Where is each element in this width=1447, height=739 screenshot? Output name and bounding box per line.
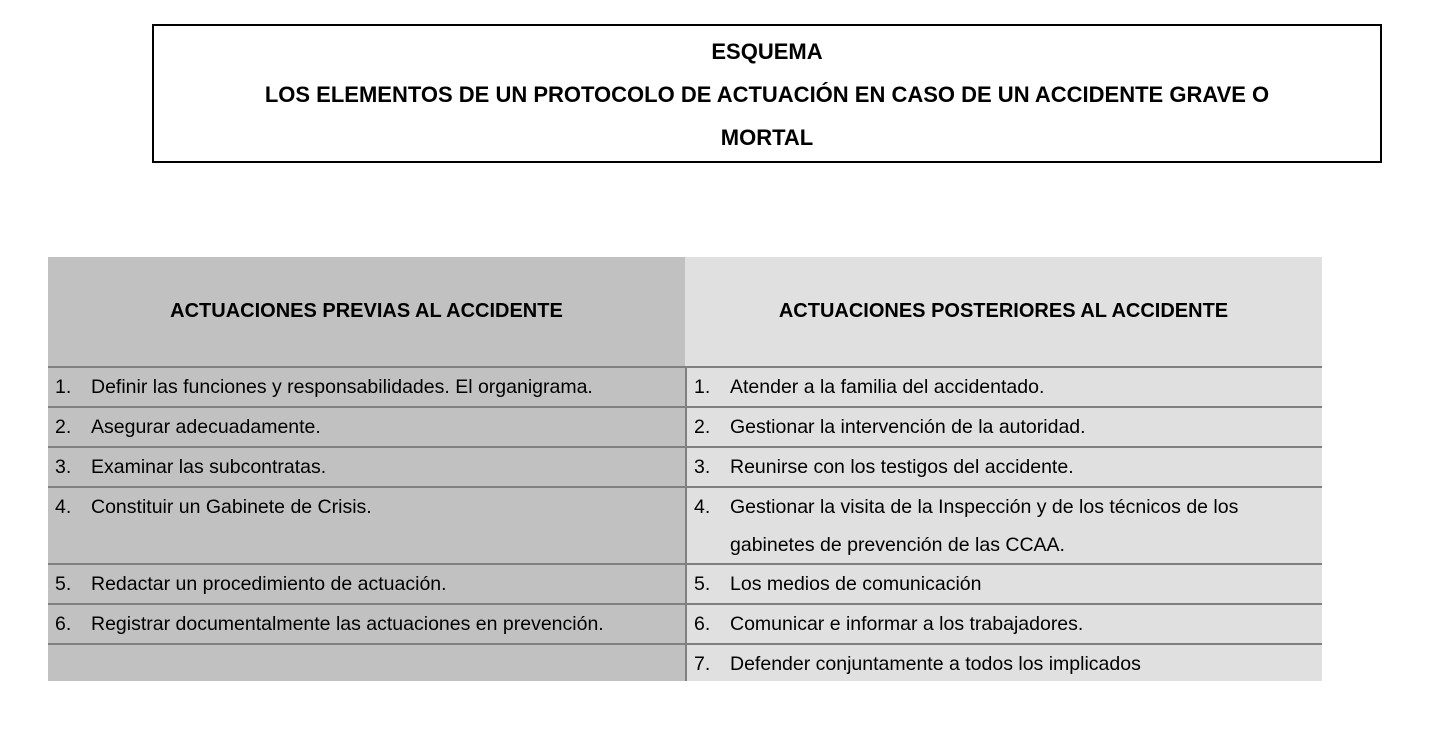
item-number: 3. (55, 456, 72, 478)
item-text: Gestionar la intervención de la autoridad. (730, 416, 1086, 438)
post-item-3 (685, 446, 1322, 486)
item-number: 2. (694, 416, 711, 438)
item-number: 3. (694, 456, 711, 478)
prev-item-1 (48, 366, 685, 406)
item-text: Examinar las subcontratas. (91, 456, 327, 478)
post-item-5 (685, 563, 1322, 603)
item-text: Asegurar adecuadamente. (91, 416, 321, 438)
prev-item-4 (48, 486, 685, 563)
item-text: Comunicar e informar a los trabajadores. (730, 613, 1084, 635)
prev-item-2 (48, 406, 685, 446)
protocol-table (48, 257, 1322, 681)
item-number: 7. (694, 653, 711, 675)
item-text: Defender conjuntamente a todos los implicados (730, 653, 1141, 675)
item-number: 2. (55, 416, 72, 438)
item-text: Registrar documentalmente las actuaciones en prevención. (91, 613, 604, 635)
item-number: 1. (694, 376, 711, 398)
item-text: Gestionar la visita de la Inspección y de los técnicos de los gabinetes de prevención de las CCAA. (730, 496, 1239, 556)
title-box (152, 24, 1382, 163)
item-text: Los medios de comunicación (730, 573, 982, 595)
item-text: Atender a la familia del accidentado. (730, 376, 1045, 398)
item-number: 4. (694, 496, 711, 518)
column-header-posteriores: ACTUACIONES POSTERIORES AL ACCIDENTE (685, 257, 1322, 366)
post-item-1 (685, 366, 1322, 406)
item-number: 1. (55, 376, 72, 398)
item-number: 5. (694, 573, 711, 595)
item-number: 5. (55, 573, 72, 595)
item-number: 6. (55, 613, 72, 635)
item-text: Constituir un Gabinete de Crisis. (91, 496, 372, 518)
post-item-7 (685, 643, 1322, 681)
prev-item-6 (48, 603, 685, 643)
post-item-6 (685, 603, 1322, 643)
item-number: 6. (694, 613, 711, 635)
title-line-2: LOS ELEMENTOS DE UN PROTOCOLO DE ACTUACIÓN EN CASO DE UN ACCIDENTE GRAVE O (264, 82, 1270, 107)
prev-item-5 (48, 563, 685, 603)
title-line-1: ESQUEMA (711, 39, 823, 64)
post-item-4 (685, 486, 1322, 563)
prev-item-3 (48, 446, 685, 486)
item-text: Definir las funciones y responsabilidades. El organigrama. (91, 376, 593, 398)
item-text: Reunirse con los testigos del accidente. (730, 456, 1074, 478)
prev-item-empty (48, 643, 685, 681)
column-header-previas: ACTUACIONES PREVIAS AL ACCIDENTE (48, 257, 685, 366)
item-text: Redactar un procedimiento de actuación. (91, 573, 447, 595)
post-item-2 (685, 406, 1322, 446)
title-line-3: MORTAL (720, 125, 814, 150)
item-number: 4. (55, 496, 72, 518)
